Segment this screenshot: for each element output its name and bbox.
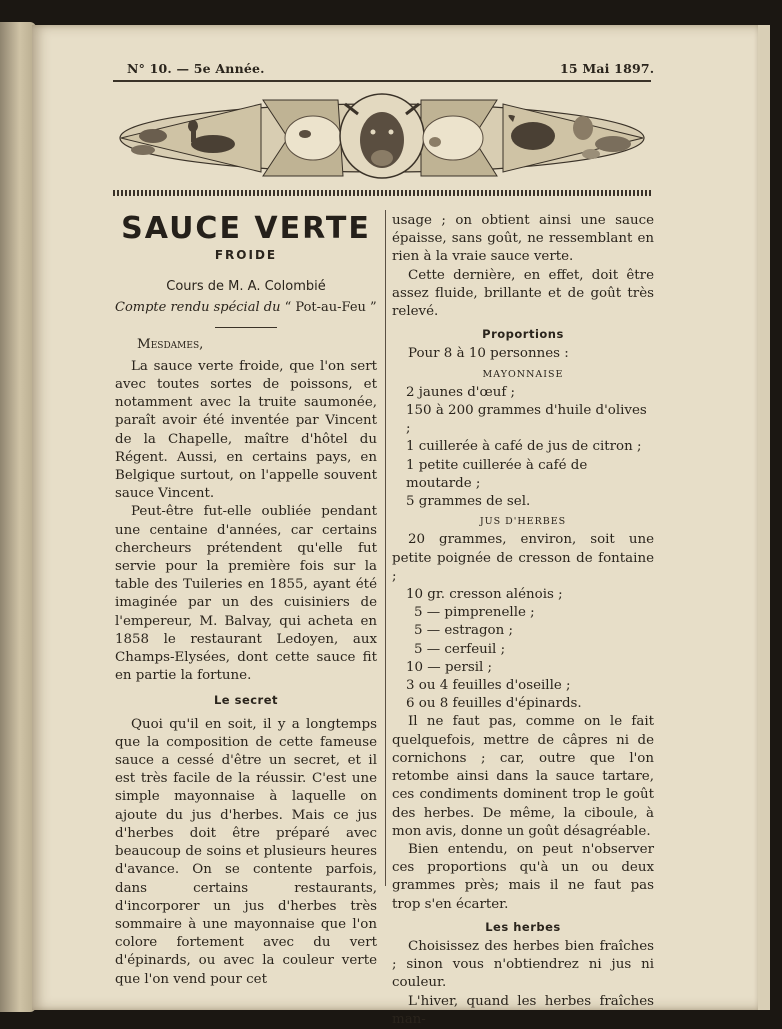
list-item: 10 — persil ; xyxy=(406,659,493,675)
section-heading-proportions: Proportions xyxy=(482,327,564,342)
list-item: 1 cuillerée à café de jus de citron ; xyxy=(406,439,642,455)
adjacent-page-edge xyxy=(0,22,36,1012)
column-separator xyxy=(385,210,386,886)
sheep-icon xyxy=(285,116,341,160)
list-item: 5 — pimprenelle ; xyxy=(414,605,535,621)
herbs-intro: 20 grammes, environ, soit une petite poignée de cresson de fontaine ; xyxy=(392,532,654,584)
issue-date: 15 Mai 1897. xyxy=(560,61,655,76)
issue-number: N° 10. — 5e Année. xyxy=(127,61,265,76)
paragraph: Bien entendu, on peut n'observer ces proportions qu'à un ou deux grammes près; mais il ne faut pas trop s'en écarter. xyxy=(392,841,654,912)
paragraph: Peut-être fut-elle oubliée pendant une centaine d'années, car certains chercheurs prétendent qu'elle fut servie pour la première fois sur la table des Tuileries en 1855, ayant été imaginée par un des cuisiniers de l'empereur, M. Balvay, qui acheta en 1858 le restaurant Ledoyen, aux Champs-Elysées, dont cette sauce fit en partie la fortune. xyxy=(115,504,377,684)
mayonnaise-list xyxy=(392,384,654,511)
page-right-edge xyxy=(758,25,770,1010)
paragraph: Quoi qu'il en soit, il y a longtemps que la composition de cette fameuse sauce a cessé d'être un secret, et il est très facile de la réussir. C'est une simple mayonnaise à laquelle on ajoute du jus d'herbes. Mais ce jus d'herbes doit être préparé avec beaucoup de soins et plusieurs heures d'avance. On se contente parfois, dans certains restaurants, d'incorporer un jus d'herbes très sommaire à une mayonnaise que l'on colore fortement avec du vert d'épinards, ou avec la couleur verte que l'on vend pour cet xyxy=(115,716,377,987)
paragraph: Il ne faut pas, comme on le fait quelquefois, mettre de câpres ni de cornichons ; car, outre que l'on retombe ainsi dans la sauce tartare, ces condiments dominent trop le goût des herbes. De même, la ciboule, à mon avis, donne un goût désagréable. xyxy=(392,714,654,839)
paragraph: Choisissez des herbes bien fraîches ; sinon vous n'obtiendrez ni jus ni couleur. xyxy=(392,938,654,991)
journal-name: “ Pot-au-Feu ” xyxy=(284,300,377,316)
byline-rule xyxy=(215,327,277,328)
report-credit-italic: Compte rendu spécial du xyxy=(115,300,281,316)
list-item: 3 ou 4 feuilles d'oseille ; xyxy=(406,678,571,694)
paragraph: Cette dernière, en effet, doit être assez fluide, brillante et de goût très relevé. xyxy=(392,267,654,320)
list-item: 5 — estragon ; xyxy=(414,623,514,639)
section-heading-secret: Le secret xyxy=(213,693,279,708)
list-item: 10 gr. cresson alénois ; xyxy=(406,587,563,603)
mayonnaise-heading: MAYONNAISE xyxy=(482,368,564,380)
right-column xyxy=(392,212,654,1029)
paragraph: usage ; on obtient ainsi une sauce épaisse, sans goût, ne ressemblant en rien à la vraie sauce verte. xyxy=(392,213,654,265)
decorative-dotted-rule xyxy=(113,190,651,196)
list-item: 5 grammes de sel. xyxy=(406,494,531,510)
left-column xyxy=(115,212,377,989)
pig-icon xyxy=(423,116,483,160)
list-item: 6 ou 8 feuilles d'épinards. xyxy=(406,696,582,712)
farm-animals-vignette xyxy=(113,92,651,180)
list-item: 2 jaunes d'œuf ; xyxy=(406,384,516,400)
section-heading-herbs: Les herbes xyxy=(485,919,561,934)
report-credit xyxy=(115,299,377,317)
list-item: 1 petite cuillerée à café de moutarde ; xyxy=(406,457,588,491)
list-item: 150 à 200 grammes d'huile d'olives ; xyxy=(406,403,647,437)
article-subtitle: FROIDE xyxy=(214,248,278,262)
salutation: Mesdames, xyxy=(137,336,204,352)
servings-line: Pour 8 à 10 personnes : xyxy=(408,346,569,362)
herb-list xyxy=(392,586,654,713)
list-item: 5 — cerfeuil ; xyxy=(414,641,506,657)
course-byline: Cours de M. A. Colombié xyxy=(166,279,326,295)
paragraph: L'hiver, quand les herbes fraîches man- xyxy=(392,993,654,1027)
cow-head-icon xyxy=(340,94,424,178)
paragraph: La sauce verte froide, que l'on sert avec toutes sortes de poissons, et notamment avec la truite saumonée, paraît avoir été inventée par Vincent de la Chapelle, maître d'hôtel du Régent. Aussi, en certains pays, en Belgique surtout, on l'appelle souvent sauce Vincent. xyxy=(115,358,377,502)
header-rule xyxy=(113,80,651,82)
article-title: SAUCE VERTE xyxy=(121,211,371,246)
herb-juice-heading: JUS D'HERBES xyxy=(479,516,567,528)
